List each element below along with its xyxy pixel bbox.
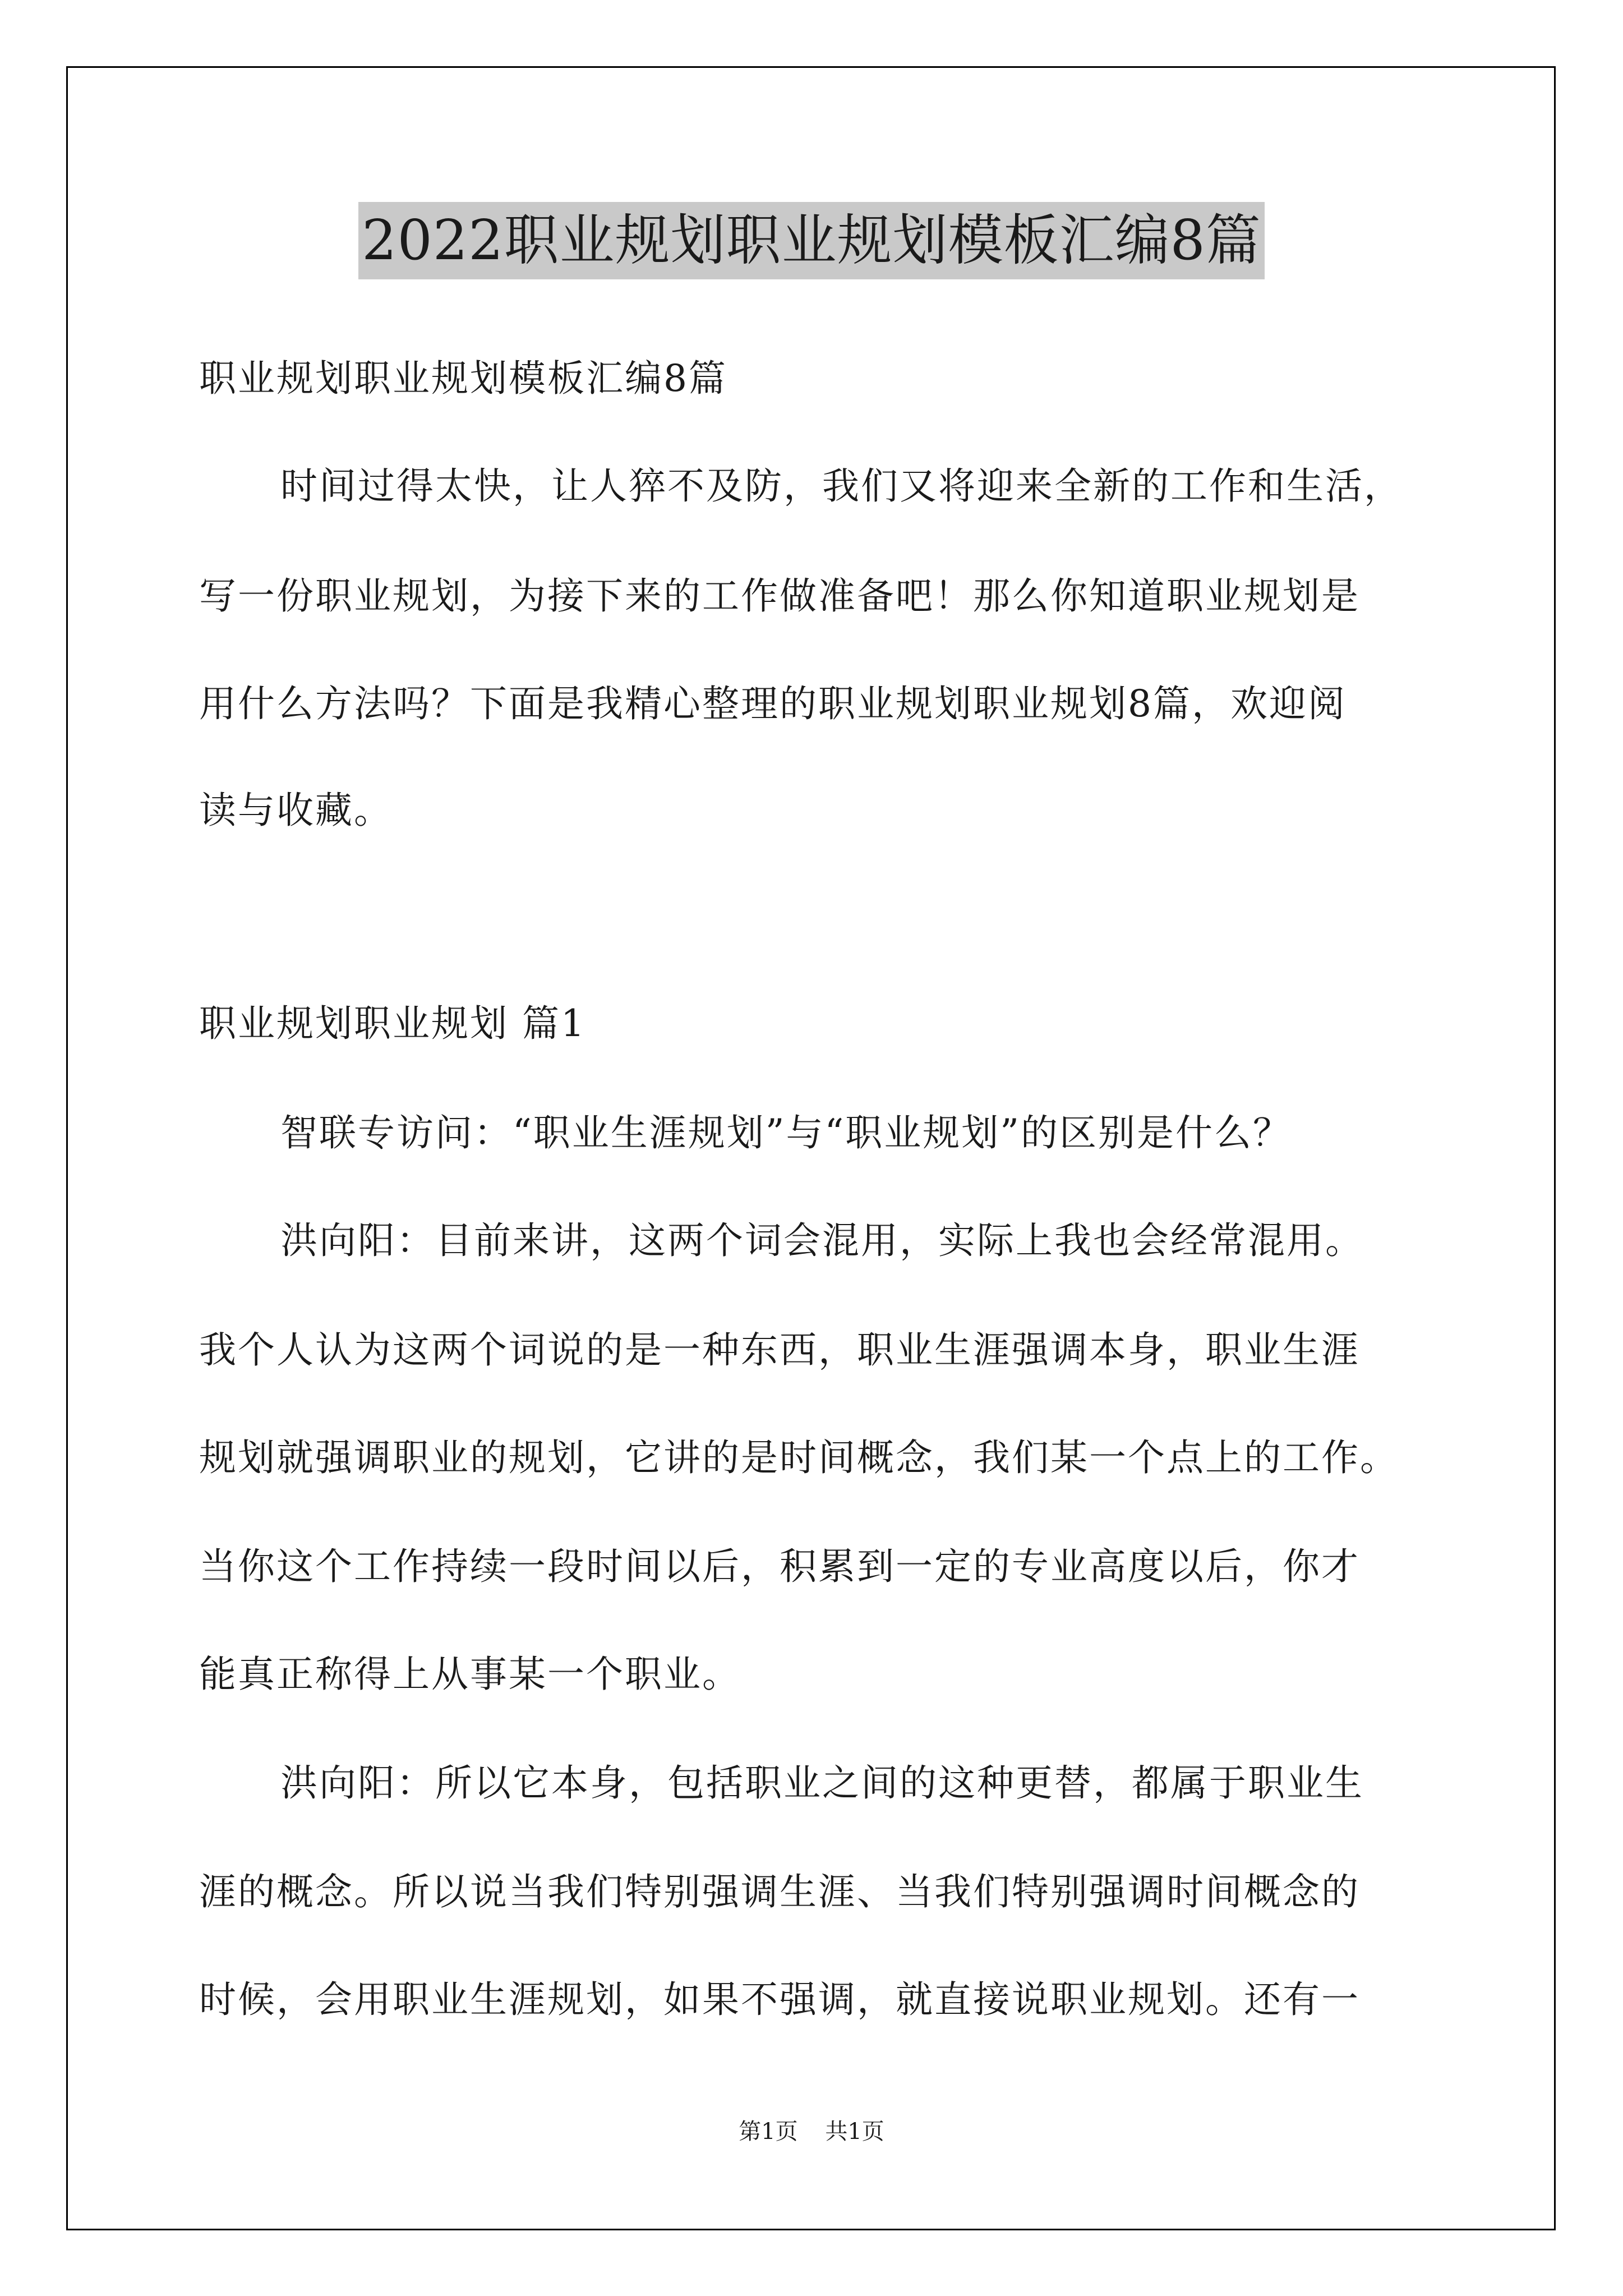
subtitle: 职业规划职业规划模板汇编8篇	[199, 357, 727, 400]
body-line-6: 能真正称得上从事某一个职业。	[199, 1653, 741, 1696]
body-line-2: 洪向阳：目前来讲，这两个词会混用，实际上我也会经常混用。	[280, 1219, 1364, 1262]
page-footer	[0, 2118, 1623, 2146]
intro-line-2: 写一份职业规划，为接下来的工作做准备吧！那么你知道职业规划是	[199, 574, 1360, 618]
body-line-4: 规划就强调职业的规划，它讲的是时间概念，我们某一个点上的工作。	[199, 1436, 1399, 1479]
section-heading: 职业规划职业规划 篇1	[199, 1002, 586, 1045]
body-line-1: 智联专访问：“职业生涯规划”与“职业规划”的区别是什么？	[280, 1111, 1292, 1154]
page-number: 第1页	[739, 2119, 798, 2145]
body-line-5: 当你这个工作持续一段时间以后，积累到一定的专业高度以后，你才	[199, 1545, 1360, 1588]
intro-line-3: 用什么方法吗？下面是我精心整理的职业规划职业规划8篇，欢迎阅	[199, 682, 1347, 725]
body-line-9: 时候，会用职业生涯规划，如果不强调，就直接说职业规划。还有一	[199, 1978, 1360, 2021]
intro-line-4: 读与收藏。	[199, 789, 393, 832]
intro-line-1: 时间过得太快，让人猝不及防，我们又将迎来全新的工作和生活，	[280, 464, 1403, 508]
body-line-7: 洪向阳：所以它本身，包括职业之间的这种更替，都属于职业生	[280, 1761, 1364, 1805]
title-container	[0, 202, 1623, 279]
page-total: 共1页	[825, 2119, 884, 2145]
document-title: 2022职业规划职业规划模板汇编8篇	[358, 202, 1265, 279]
body-line-3: 我个人认为这两个词说的是一种东西，职业生涯强调本身，职业生涯	[199, 1328, 1360, 1372]
body-line-8: 涯的概念。所以说当我们特别强调生涯、当我们特别强调时间概念的	[199, 1870, 1360, 1913]
